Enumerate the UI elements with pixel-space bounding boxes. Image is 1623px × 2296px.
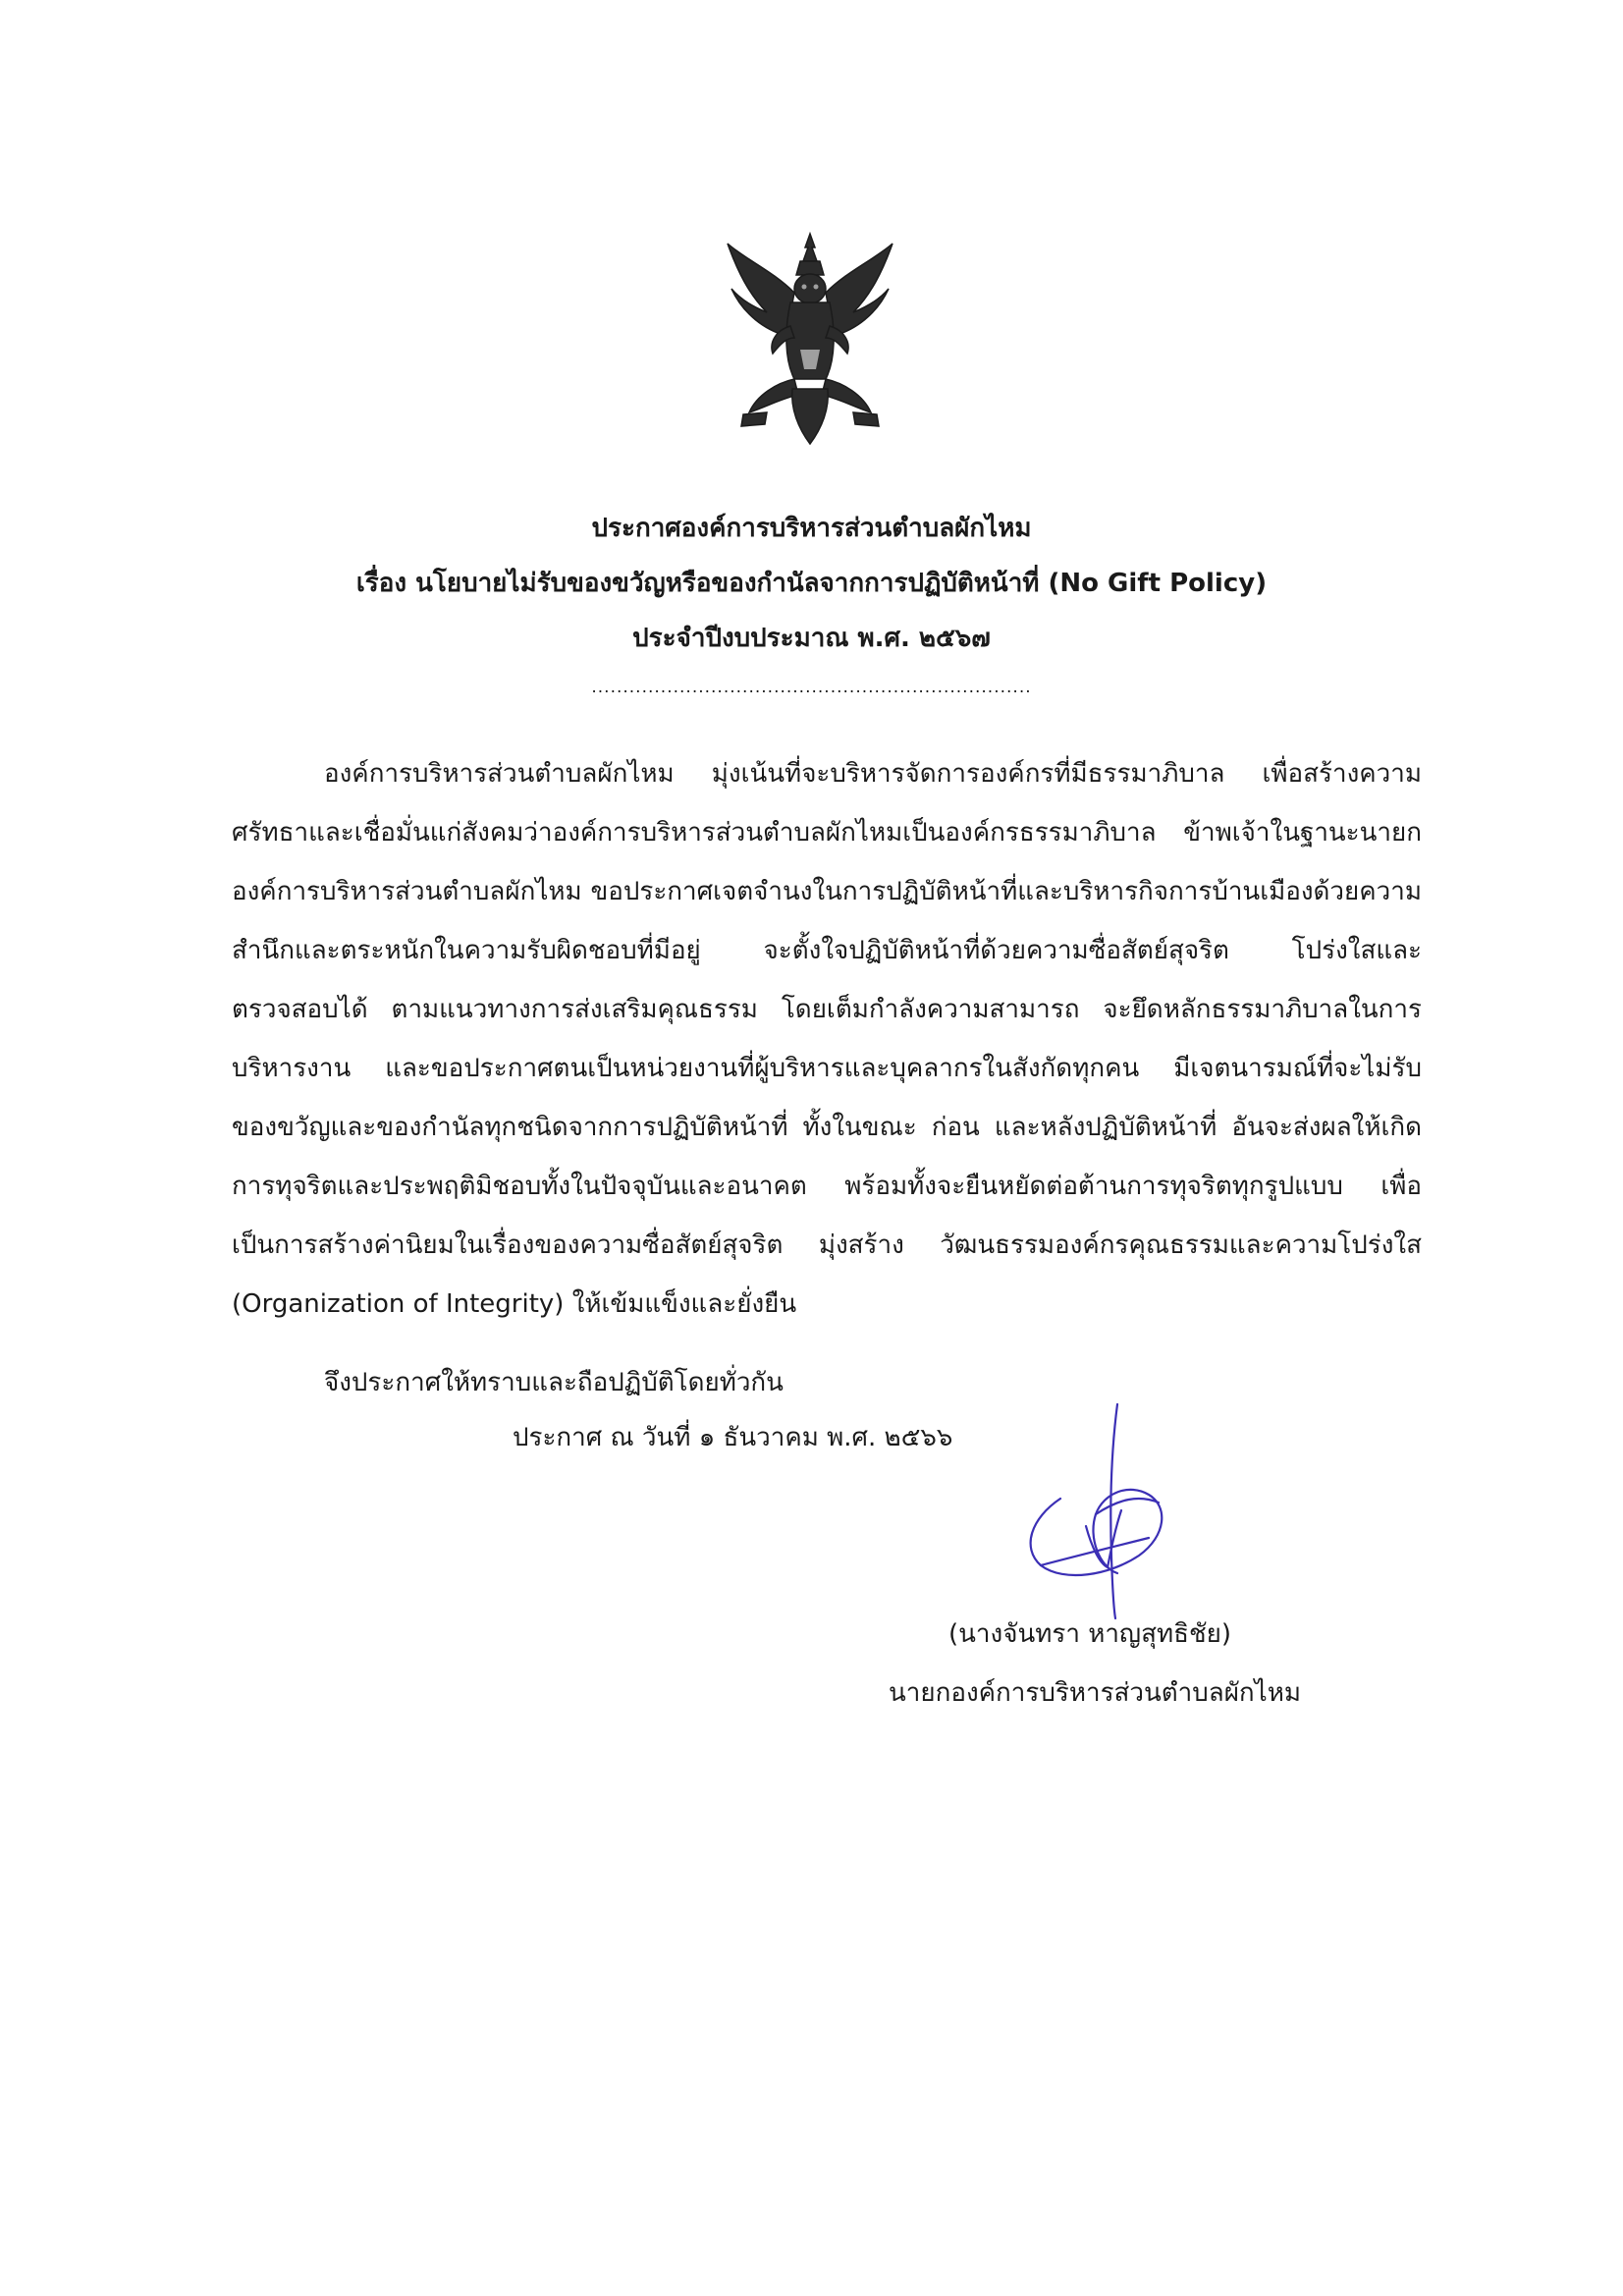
closing-statement: จึงประกาศให้ทราบและถือปฏิบัติโดยทั่วกัน xyxy=(324,1368,784,1397)
handwritten-signature xyxy=(1001,1400,1198,1622)
body-line: ศรัทธาและเชื่อมั่นแก่สังคมว่าองค์การบริหารส่วนตำบลผักไหมเป็นองค์กรธรรมาภิบาล ข้าพเจ้าในฐานะนายก xyxy=(232,818,1422,847)
body-line: การทุจริตและประพฤติมิชอบทั้งในปัจจุบันและอนาคต พร้อมทั้งจะยืนหยัดต่อต้านการทุจริตทุกรูปแบบ เพื่อ xyxy=(232,1172,1422,1201)
body-line: สำนึกและตระหนักในความรับผิดชอบที่มีอยู่ จะตั้งใจปฏิบัติหน้าที่ด้วยความซื่อสัตย์สุจริต โปร่งใสและ xyxy=(232,936,1422,965)
garuda-emblem xyxy=(722,232,898,450)
announcement-fiscal-year: ประจำปีงบประมาณ พ.ศ. ๒๕๖๗ xyxy=(632,624,991,653)
body-line: บริหารงาน และขอประกาศตนเป็นหน่วยงานที่ผู้บริหารและบุคลากรในสังกัดทุกคน มีเจตนารมณ์ที่จะไม่รับ xyxy=(232,1054,1422,1083)
body-line: (Organization of Integrity) ให้เข้มแข็งและยั่งยืน xyxy=(232,1289,797,1319)
body-line: ของขวัญและของกำนัลทุกชนิดจากการปฏิบัติหน้าที่ ทั้งในขณะ ก่อน และหลังปฏิบัติหน้าที่ อันจะส่งผลให้เกิด xyxy=(232,1113,1422,1142)
signer-position: นายกองค์การบริหารส่วนตำบลผักไหม xyxy=(889,1678,1302,1708)
signer-name: (นางจันทรา หาญสุทธิชัย) xyxy=(948,1619,1231,1649)
announcement-subject: เรื่อง นโยบายไม่รับของขวัญหรือของกำนัลจากการปฏิบัติหน้าที่ (No Gift Policy) xyxy=(355,569,1268,598)
body-line: องค์การบริหารส่วนตำบลผักไหม มุ่งเน้นที่จะบริหารจัดการองค์กรที่มีธรรมาภิบาล เพื่อสร้างความ xyxy=(324,759,1422,789)
announcement-date: ประกาศ ณ วันที่ ๑ ธันวาคม พ.ศ. ๒๕๖๖ xyxy=(513,1423,953,1452)
dotted-separator: ...................................................................... xyxy=(591,678,1032,697)
body-line: องค์การบริหารส่วนตำบลผักไหม ขอประกาศเจตจำนงในการปฏิบัติหน้าที่และบริหารกิจการบ้านเมืองด้วยความ xyxy=(232,877,1422,906)
announcement-title: ประกาศองค์การบริหารส่วนตำบลผักไหม xyxy=(591,514,1032,543)
body-line: เป็นการสร้างค่านิยมในเรื่องของความซื่อสัตย์สุจริต มุ่งสร้าง วัฒนธรรมองค์กรคุณธรรมและความโปร่งใส xyxy=(232,1230,1422,1260)
body-line: ตรวจสอบได้ ตามแนวทางการส่งเสริมคุณธรรม โดยเต็มกำลังความสามารถ จะยึดหลักธรรมาภิบาลในการ xyxy=(232,995,1422,1024)
